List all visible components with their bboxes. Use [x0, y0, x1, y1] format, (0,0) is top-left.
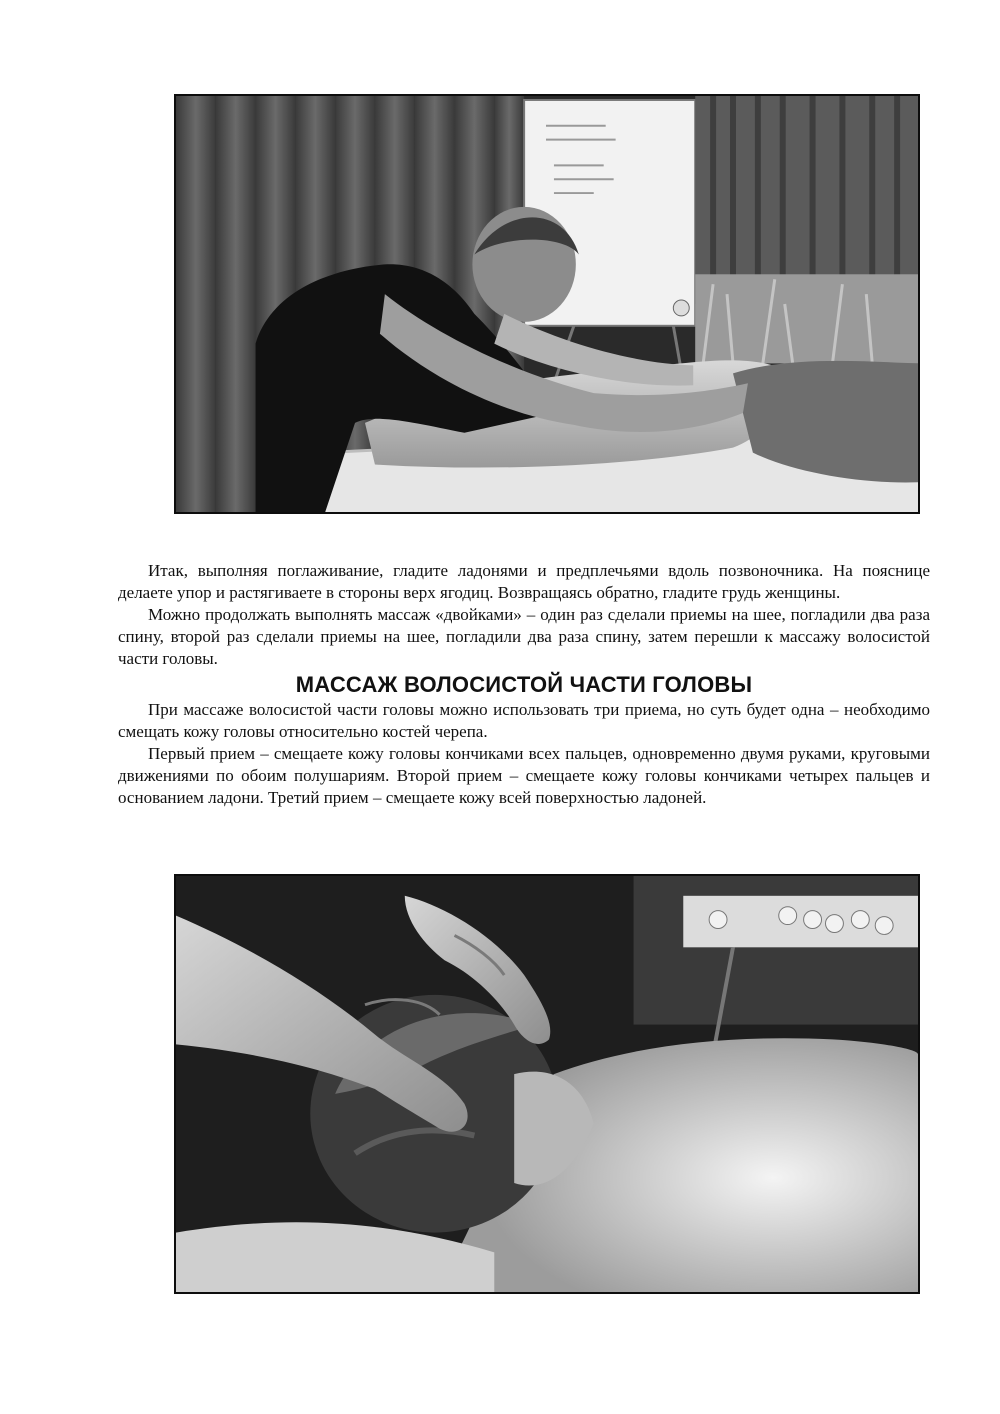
article-body: [118, 560, 930, 809]
photo-back-stroking-illustration: [176, 96, 918, 512]
paragraph-pairs-sequence: Можно продолжать выполнять массаж «двойками» – один раз сделали приемы на шее, погладили два раза спину, второй раз сделали приемы на шее, погладили два раза спину, затем перешли к массажу волосистой части головы.: [118, 605, 930, 668]
paragraph-scalp-techniques: Первый прием – смещаете кожу головы кончиками всех пальцев, одновременно двумя руками, круговыми движениями по обоим полушариям. Второй прием – смещаете кожу головы кончиками четырех пальцев и основанием ладони. Третий прием – смещаете кожу всей поверхностью ладоней.: [118, 744, 930, 807]
photo-back-stroking-massage: [174, 94, 920, 514]
photo-scalp-massage: [174, 874, 920, 1294]
section-heading: МАССАЖ ВОЛОСИСТОЙ ЧАСТИ ГОЛОВЫ: [295, 672, 753, 697]
paragraph-scalp-intro: При массаже волосистой части головы можно использовать три приема, но суть будет одна – необходимо смещать кожу головы относительно костей черепа.: [118, 700, 930, 741]
photo-scalp-massage-illustration: [176, 876, 918, 1292]
paragraph-stroking-technique: Итак, выполняя поглаживание, гладите ладонями и предплечьями вдоль позвоночника. На пояснице делаете упор и растягиваете в стороны верх ягодиц. Возвращаясь обратно, гладите грудь женщины.: [118, 561, 930, 602]
